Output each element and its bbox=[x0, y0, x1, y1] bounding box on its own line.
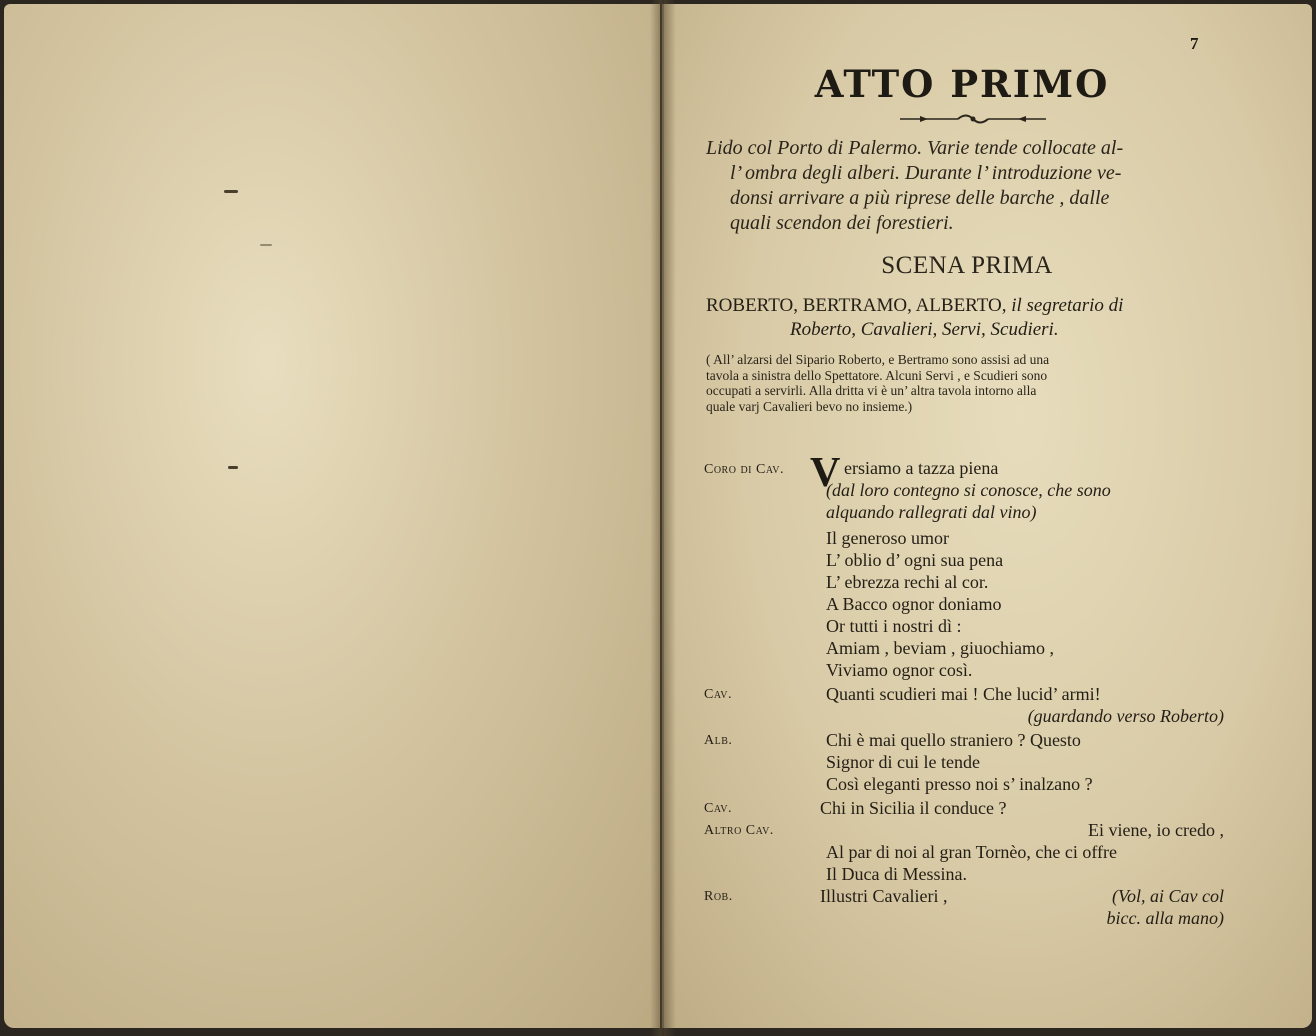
scene-title: SCENA PRIMA bbox=[881, 252, 1053, 279]
dialogue-row bbox=[704, 842, 1244, 864]
ornament-rule bbox=[898, 112, 1048, 126]
dialogue-row bbox=[704, 502, 1244, 524]
staging-note bbox=[706, 352, 1236, 414]
stage-line: quali scendon dei forestieri. bbox=[730, 212, 954, 234]
verse-line: Il Duca di Messina. bbox=[826, 864, 967, 884]
dialogue-row bbox=[704, 480, 1244, 502]
stage-aside: bicc. alla mano) bbox=[1106, 908, 1224, 928]
character-line-2: Roberto, Cavalieri, Servi, Scudieri. bbox=[790, 319, 1059, 340]
stage-line: Lido col Porto di Palermo. Varie tende collocate al- bbox=[706, 137, 1124, 159]
character-list bbox=[706, 294, 1236, 342]
dialogue-row bbox=[704, 616, 1244, 638]
dialogue-row bbox=[704, 886, 1244, 908]
verse-line: Or tutti i nostri dì : bbox=[826, 616, 962, 636]
left-page bbox=[4, 4, 660, 1028]
speaker-label: Coro di Cav. bbox=[704, 462, 784, 477]
drop-cap: V bbox=[810, 450, 841, 496]
stage-line: l’ ombra degli alberi. Durante l’ introduzione ve- bbox=[730, 162, 1122, 184]
dialogue-row bbox=[704, 820, 1244, 842]
dialogue-row bbox=[704, 908, 1244, 930]
verse-line: Così eleganti presso noi s’ inalzano ? bbox=[826, 774, 1093, 794]
speaker-label: Altro Cav. bbox=[704, 823, 774, 838]
ink-mark bbox=[260, 244, 272, 246]
dialogue-row bbox=[704, 706, 1244, 728]
stage-direction bbox=[706, 136, 1236, 236]
dialogue-row bbox=[704, 684, 1244, 706]
verse-line: ersiamo a tazza piena bbox=[844, 458, 999, 478]
dialogue-row bbox=[704, 864, 1244, 886]
verse-line: Amiam , beviam , giuochiamo , bbox=[826, 638, 1054, 658]
stage-aside: (dal loro contegno si conosce, che sono bbox=[826, 480, 1111, 500]
stage-aside: alquando rallegrati dal vino) bbox=[826, 502, 1037, 522]
page-number: 7 bbox=[1190, 34, 1199, 53]
verse-line: Chi è mai quello straniero ? Questo bbox=[826, 730, 1081, 750]
dialogue-row bbox=[704, 550, 1244, 572]
note-line: quale varj Cavalieri bevo no insieme.) bbox=[706, 398, 913, 414]
verse-line: Signor di cui le tende bbox=[826, 752, 980, 772]
dialogue-row bbox=[704, 528, 1244, 550]
stage-line: donsi arrivare a più riprese delle barche , dalle bbox=[730, 187, 1110, 209]
speaker-label: Alb. bbox=[704, 733, 733, 748]
verse-line: Al par di noi al gran Tornèo, che ci offre bbox=[826, 842, 1117, 862]
verse-line: Chi in Sicilia il conduce ? bbox=[820, 798, 1007, 818]
verse-line: Ei viene, io credo , bbox=[1088, 820, 1224, 840]
speaker-label: Cav. bbox=[704, 687, 732, 702]
note-line: occupati a servirli. Alla dritta vi è un’ altra tavola intorno alla bbox=[706, 383, 1037, 398]
note-line: ( All’ alzarsi del Sipario Roberto, e Bertramo sono assisi ad una bbox=[706, 352, 1050, 367]
stage-aside: (guardando verso Roberto) bbox=[1027, 706, 1224, 726]
character-names: ROBERTO, BERTRAMO, ALBERTO, bbox=[706, 295, 1007, 316]
dialogue-row bbox=[704, 798, 1244, 820]
dialogue-row bbox=[704, 594, 1244, 616]
character-line bbox=[706, 294, 1236, 318]
verse-line: Il generoso umor bbox=[826, 528, 949, 548]
verse-line: L’ oblio d’ ogni sua pena bbox=[826, 550, 1004, 570]
verse-line: A Bacco ognor doniamo bbox=[826, 594, 1002, 614]
verse-line: L’ ebrezza rechi al cor. bbox=[826, 572, 989, 592]
right-page bbox=[662, 4, 1312, 1028]
dialogue-row bbox=[704, 660, 1244, 682]
dialogue-row bbox=[704, 730, 1244, 752]
dialogue-row bbox=[704, 572, 1244, 594]
note-line: tavola a sinistra dello Spettatore. Alcuni Servi , e Scudieri sono bbox=[706, 367, 1048, 383]
ink-mark bbox=[228, 466, 238, 469]
speaker-label: Rob. bbox=[704, 889, 733, 904]
speaker-label: Cav. bbox=[704, 801, 732, 816]
dialogue-row bbox=[704, 774, 1244, 796]
ink-mark bbox=[224, 190, 238, 193]
stage-aside: (Vol, ai Cav col bbox=[1112, 886, 1224, 906]
verse-line: Quanti scudieri mai ! Che lucid’ armi! bbox=[826, 684, 1101, 704]
dialogue-row bbox=[704, 752, 1244, 774]
verse-line: Viviamo ognor così. bbox=[826, 660, 973, 680]
character-role: il segretario di bbox=[1011, 295, 1124, 316]
act-title: ATTO PRIMO bbox=[814, 62, 1110, 106]
book-gutter bbox=[650, 0, 676, 1036]
verse-line: Illustri Cavalieri , bbox=[820, 886, 948, 906]
dialogue-row bbox=[704, 638, 1244, 660]
